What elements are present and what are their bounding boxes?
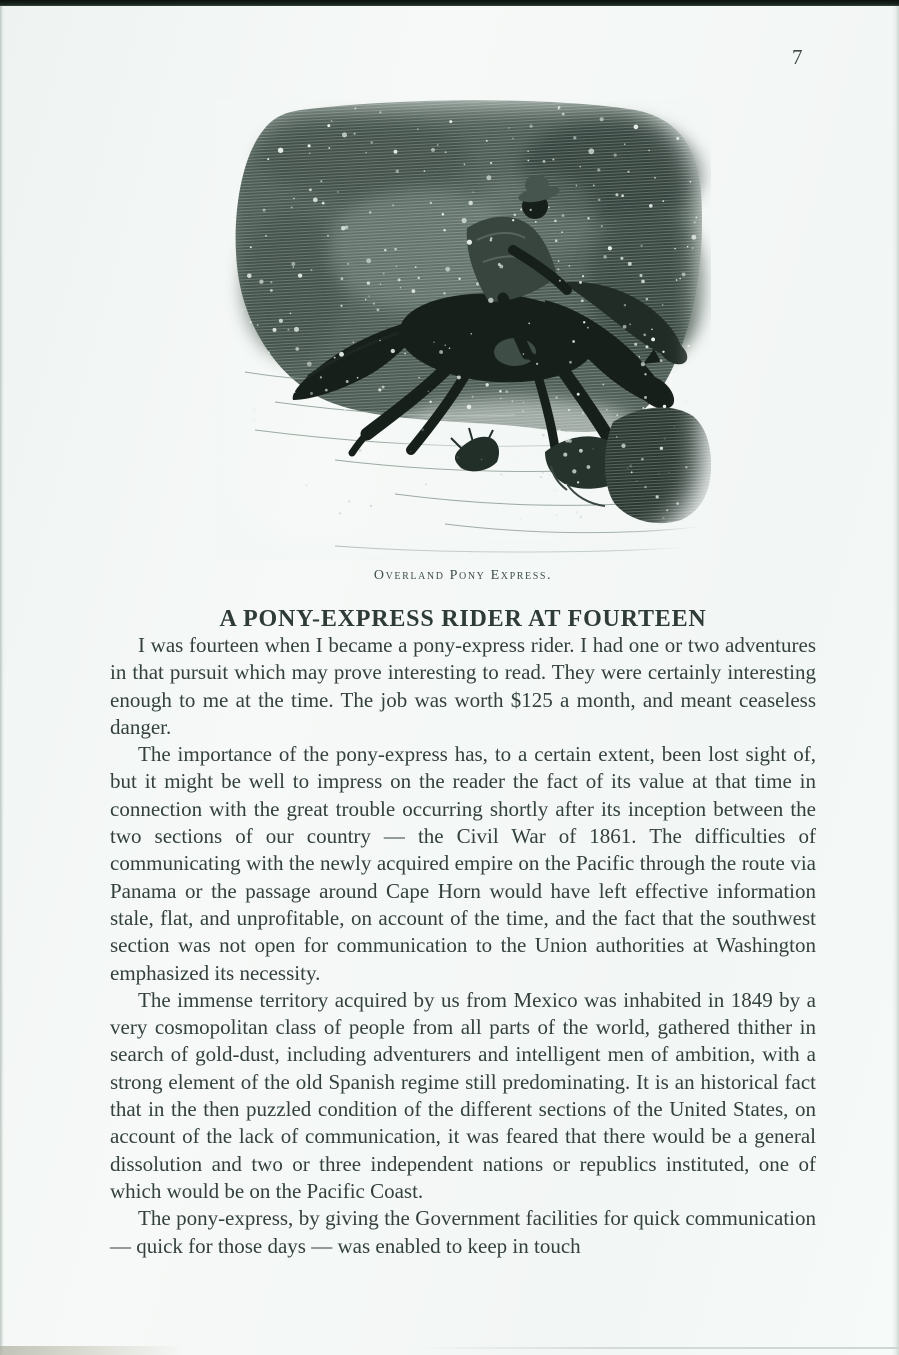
body-paragraph: The pony-express, by giving the Government facilities for quick communication — quick for those days — was enabled to keep in touch (110, 1206, 816, 1258)
scan-edge-right (892, 6, 899, 1355)
engraving-snowstorm-rider (215, 100, 711, 560)
page-number: 7 (792, 45, 803, 69)
scan-edge-top (0, 0, 899, 6)
chapter-title: A PONY-EXPRESS RIDER AT FOURTEEN (219, 606, 707, 632)
body-paragraph: I was fourteen when I became a pony-express rider. I had one or two adventures in that pursuit which may prove interesting to read. They were certainly interesting enough to me at the time. The job was worth $125 a month, and meant ceaseless danger. (110, 633, 816, 739)
pony-express-illustration (215, 100, 711, 584)
scan-edge-bottom (0, 1346, 185, 1355)
body-paragraph: The immense territory acquired by us from Mexico was inhabited in 1849 by a very cosmopolitan class of people from all parts of the world, gathered thither in search of gold-dust, including adventurers and intelligent men of ambition, with a strong element of the old Spanish regime still predominating. It is an historical fact that in the then puzzled condition of the different sections of the United States, on account of the lack of communication, it was feared that there would be a general dissolution and two or three independent nations or republics instituted, one of which would be on the Pacific Coast. (110, 987, 816, 1203)
body-paragraph: The importance of the pony-express has, to a certain extent, been lost sight of, but it might be well to impress on the reader the fact of its value at that time in connection with the great trouble occurring shortly after its inception between the two sections of our country — the Civil War of 1861. The difficulties of communicating with the newly acquired empire on the Pacific through the route via Panama or the passage around Cape Horn would have left effective information stale, flat, and unprofitable, on account of the time, and the fact that the southwest section was not open for communication to the Union authorities at Washington emphasized its necessity. (110, 742, 816, 985)
illustration-caption: Overland Pony Express. (373, 568, 553, 583)
scan-edge-left (0, 6, 4, 1355)
scan-edge-bottom-line (419, 1347, 899, 1349)
body-text (110, 632, 816, 1260)
